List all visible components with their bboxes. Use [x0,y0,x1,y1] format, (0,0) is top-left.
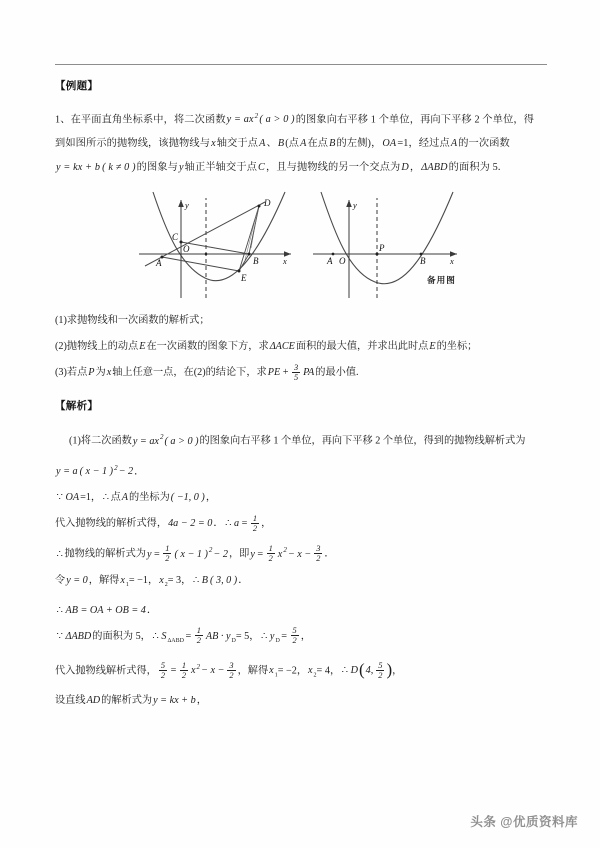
solution-line5-minus-x: − x − [287,548,312,560]
solution-line5-text-a: 抛物线的解析式为 [64,548,146,560]
solution-line8-equals: = [185,630,192,642]
problem-line1-text-b: 的图象向右平移 1 个单位，再向下平移 2 个单位，得 [295,114,535,126]
solution-line1-label: (1) [69,435,81,447]
solution-line9-fraction-1-denominator: 2 [160,670,166,680]
question-3-fraction-denominator: 5 [293,373,299,383]
problem-line1-exponent: 2 [254,112,259,120]
question-2 [55,334,547,360]
solution-line5-minus: − 2 [213,548,228,560]
solution-line9-fraction-3-numerator: 3 [229,660,234,670]
solution-line8-triangle: ΔABD [65,630,92,642]
watermark-toutiao: 头条 @优质资料库 [470,815,578,829]
solution-line9-minus-x: − x − [201,665,225,677]
solution-line-8 [55,624,547,654]
solution-line5-var-y: y [146,548,152,560]
figure-left-point-d-dot [258,205,261,208]
problem-line3-var-y: y [179,162,184,174]
solution-line3-because: ∵ [56,492,63,504]
question-3-fraction [292,363,300,382]
figure-left-label-c: C [172,232,179,243]
question-3-text-d: 的最小值. [315,367,359,379]
problem-line3-text-b: 轴正半轴交于点 [184,162,258,174]
solution-line8-fraction-1 [195,626,203,645]
figure-group [55,186,547,304]
solution-line9-x1-sub: 1 [274,672,278,679]
solution-line10-text-a: 设直线 [55,695,86,707]
solution-line8-therefore-2: ∴ [260,630,268,642]
figure-right-label-b: B [420,256,426,267]
solution-line10-segment-ad: AD [86,695,101,707]
solution-line2-exponent: 2 [114,463,118,472]
solution-line2-eq-a: y = a [56,466,78,478]
solution-line5-var-x: x [277,548,283,560]
solution-line6-x2-value: = 3 [167,574,182,586]
solution-line4-therefore: ∴ [225,518,232,530]
solution-line3-end: ， [205,492,216,504]
solution-line6-therefore: ∴ [192,574,200,586]
problem-line2-sep: 、 [266,138,277,150]
solution-line9-fraction-3-denominator: 2 [229,670,234,680]
solution-line-7 [55,598,547,624]
solution-line8-value: = 5 [235,630,250,642]
figure-right [307,186,469,303]
solution-line7-equation: AB = OA + OB = 4 [65,604,146,616]
solution-line5-fraction-3 [314,544,322,563]
problem-line2-point-a3: A [450,138,458,150]
figure-left-label-e: E [241,273,247,284]
problem-line-3 [55,156,547,180]
solution-line9-point-d: D [350,665,358,677]
question-3 [55,360,547,386]
solution-line8-fraction-1-numerator: 1 [196,626,201,636]
solution-line2-eq-paren: ( x − 1 ) [79,466,114,478]
solution-line4-equation: 4a − 2 = 0 [168,518,213,530]
problem-line3-text-c: ，且与抛物线的另一个交点为 [266,162,401,174]
solution-line5-paren: ( x − 1 ) [174,548,208,560]
solution-line-6 [55,568,547,598]
solution-line2-eq-b: − 2 [118,466,134,478]
solution-line8-area-subscript: ΔABD [167,637,184,644]
solution-line5-fraction-3-numerator: 3 [316,544,321,554]
solution-line9-x2-value: = 4 [316,665,330,677]
solution-line5-fraction-1-numerator: 1 [165,544,170,554]
solution-line9-x2: x [308,665,313,677]
problem-line2-var-x: x [211,138,216,150]
solution-line-5 [55,537,547,567]
figure-right-point-a-dot [332,253,335,256]
problem-statement [55,104,547,180]
solution-line8-equals-2: = [281,630,288,642]
solution-line8-var-y: y [269,630,275,642]
question-3-text-c: 轴上任意一点，在(2)的结论下，求 [112,367,267,379]
solution-line9-comma-2: ， [329,665,341,677]
solution-line4-fraction [251,514,259,533]
solution-line3-text-a: 点 [110,492,121,504]
problem-line2-point-b: B [277,138,285,150]
solution-line5-end: ． [324,548,335,560]
question-3-var-p: P [88,367,95,379]
solution-line8-var-y-subscript: D [275,637,280,644]
problem-line1-condition: ( a > 0 ) [259,114,295,126]
solution-line9-paren-open: ( [358,660,365,680]
solution-line9-x2-sub: 2 [313,672,317,679]
solution-line6-x2: x [159,574,164,586]
solution-line5-fraction-2-numerator: 1 [268,544,273,554]
figure-right-axis-x-label: x [450,256,454,267]
solution-line8-fraction-1-denominator: 2 [196,636,201,646]
solution-line-1 [55,424,547,454]
figure-left-label-d: D [264,198,271,209]
solution-line5-x-exponent: 2 [283,546,287,555]
problem-line3-condition: ( k ≠ 0 ) [102,162,136,174]
solution-line4-fraction-numerator: 1 [252,513,258,523]
solution-line3-eq: =1 [80,492,91,504]
solution-line5-fraction-2-denominator: 2 [268,554,273,564]
solution-line8-comma: ， [249,630,260,642]
solution-line7-therefore: ∴ [56,604,63,616]
figure-right-axis-y-label: y [353,200,357,211]
solution-line4-var-a: a [234,518,240,530]
solution-line6-comma-1: ， [148,574,159,586]
question-3-plus: + [282,367,289,379]
question-2-text-d: 的坐标； [436,341,478,353]
solution-line9-text-b: ，解得 [237,665,269,677]
solution-line9-x1: x [269,665,274,677]
solution-line9-x-exponent: 2 [196,662,201,671]
problem-line2-text-e: 在点 [307,138,329,150]
figure-right-label-a: A [327,256,333,267]
solution-line-9 [55,654,547,688]
solution-line9-fraction-1-numerator: 5 [160,660,166,670]
solution-line9-fraction-2 [180,661,188,680]
solution-line9-text-a: 代入抛物线解析式得， [55,665,157,677]
solution-line8-text-a: 的面积为 5， [92,630,151,642]
solution-line4-text-a: 代入抛物线的解析式得， [55,518,168,530]
solution-line6-x1: x [120,574,125,586]
solution-line9-fraction-4 [376,661,384,680]
solution-line5-therefore: ∴ [56,548,63,560]
solution-line-10 [55,688,547,714]
solution-line8-fraction-2-denominator: 2 [292,636,297,646]
solution-line9-d-x: 4, [365,665,374,677]
solution-line6-b-coordinate: ( 3, 0 ) [210,574,238,586]
question-1-label: (1) [55,315,67,327]
solution-line1-text-b: 的图象向右平移 1 个单位，再向下平移 2 个单位，得到的抛物线解析式为 [199,435,526,447]
question-2-triangle: ΔACE [269,341,295,353]
problem-line3-equation: y = kx + b [56,162,101,174]
solution-line-4 [55,511,547,537]
solution-line6-end: ． [238,574,249,586]
solution-line8-fraction-2-numerator: 5 [292,626,297,636]
solution-line4-end: ， [261,518,272,530]
solution-line-2 [55,455,547,485]
problem-line2-text-g: =1，经过点 [397,138,450,150]
solution-line1-text-a: 将二次函数 [80,435,132,447]
figure-left-point-b-dot [248,253,251,256]
solution-line2-end: ． [134,466,145,478]
figure-left [133,186,305,303]
problem-line3-point-d: D [401,162,409,174]
solution-line8-area-symbol: S [161,630,167,642]
question-3-text-a: 若点 [66,367,88,379]
question-2-text-a: 抛物线上的动点 [66,341,139,353]
figure-right-label-o: O [339,256,346,267]
solution-line-3 [55,485,547,511]
solution-line5-fraction-2 [267,544,275,563]
solution-line5-exponent: 2 [208,546,213,555]
solution-line4-equals: = [241,518,248,530]
solution-line8-therefore: ∴ [152,630,159,642]
solution-line6-x1-value: = −1 [128,574,149,586]
question-3-fraction-numerator: 3 [293,362,299,372]
solution-line5-text-b: ，即 [228,548,250,560]
problem-line2-text-h: 的一次函数 [458,138,510,150]
solution-line9-therefore: ∴ [341,665,349,677]
solution-line9-end: ， [392,665,403,677]
solution-line8-fraction-2 [291,626,299,645]
solution-line5-var-y2: y [250,548,255,560]
solution-line3-coordinate: ( −1, 0 ) [170,492,205,504]
solution-line3-comma: ， [90,492,102,504]
figure-left-label-b: B [253,256,259,267]
problem-line2-text-f: 的左侧)， [336,138,382,150]
figure-left-axis-x-label: x [283,256,287,267]
solution-line4-fraction-denominator: 2 [252,523,258,533]
problem-line3-text-e: 的面积为 5. [448,162,501,174]
question-1 [55,308,547,334]
solution-line3-oa: OA [65,492,80,504]
solution-line1-condition: ( a > 0 ) [164,435,199,447]
problem-line1-text-a: 在平面直角坐标系中，将二次函数 [70,114,226,126]
problem-line1-equation: y = ax [226,114,254,126]
figure-right-label-p: P [379,243,385,254]
solution-line6-comma-2: ， [181,574,192,586]
solution-line8-because: ∵ [56,630,63,642]
solution-line1-exponent: 2 [159,433,164,442]
solution-line9-fraction-4-denominator: 2 [378,670,383,680]
question-2-var-e2: E [429,341,436,353]
solution-line7-end: ． [146,604,158,616]
solution-line6-point-b: B [201,574,209,586]
figure-left-label-o: O [183,244,190,255]
solution-line3-point-a: A [121,492,129,504]
question-3-label: (3) [55,367,67,379]
solution-line9-equals: = [170,665,177,677]
problem-line3-text-a: 的图象与 [136,162,178,174]
solution-line5-fraction-1 [163,544,171,563]
solution-line5-fraction-3-denominator: 2 [316,554,321,564]
solution-line8-expression: AB · y [205,630,231,642]
solution-line5-equals-2: = [257,548,264,560]
solution-line5-equals: = [154,548,160,560]
question-2-text-c: 面积的最大值，并求出此时点 [295,341,429,353]
solution-line5-fraction-1-denominator: 2 [165,554,170,564]
question-3-expr-pa: PA [303,367,315,379]
solution-line8-y-subscript: D [231,637,236,644]
figure-left-label-a: A [156,258,162,269]
document-content [55,64,547,714]
problem-number: 1、 [55,114,71,126]
solution-line10-equation: y = kx + b [153,695,196,707]
problem-line2-point-a: A [259,138,266,150]
solution-line8-end: ， [300,630,311,642]
solution-line6-y-zero: y = 0 [66,574,88,586]
analysis-heading: 【解析】 [55,400,99,413]
solution-line9-var-x: x [191,665,196,677]
solution-line9-paren-close: ) [386,660,393,680]
solution-line6-text-a: 令 [55,574,66,586]
problem-line2-text-a: 到如图所示的抛物线，该抛物线与 [55,138,211,150]
problem-line2-text-b: 轴交于点 [216,138,259,150]
solution-line9-fraction-2-numerator: 1 [181,660,186,670]
solution-line6-x2-sub: 2 [164,581,168,588]
solution-line9-x1-value: = −2 [277,665,297,677]
solution-line1-equation: y = ax [132,435,159,447]
question-2-label: (2) [55,341,67,353]
solution-line10-text-b: 的解析式为 [101,695,153,707]
question-3-var-x: x [106,367,112,379]
question-3-text-b: 为 [95,367,106,379]
problem-line3-point-c: C [258,162,265,174]
problem-line-2 [55,132,547,156]
problem-line2-text-d: (点 [285,138,300,150]
figure-right-caption: 备用图 [427,275,456,286]
solution-line10-end: ， [196,695,207,707]
solution-line9-fraction-4-numerator: 5 [378,660,383,670]
solution-line6-x1-sub: 1 [125,581,129,588]
question-1-text: 求抛物线和一次函数的解析式； [66,315,210,327]
solution-line3-therefore: ∴ [102,492,110,504]
problem-line3-triangle: ΔABD [421,162,448,174]
problem-line3-comma: ， [409,162,421,174]
solution-line9-fraction-2-denominator: 2 [181,670,186,680]
solution-line4-text-b: ． [213,518,224,530]
solution-line9-fraction-3 [227,661,235,680]
example-heading: 【例题】 [55,80,99,92]
question-2-var-e1: E [139,341,146,353]
question-2-text-b: 在一次函数的图象下方，求 [146,341,269,353]
solution-line3-text-b: 的坐标为 [129,492,170,504]
solution-line9-fraction-1 [159,661,167,680]
figure-left-axis-y-label: y [185,200,189,211]
question-list [55,308,547,386]
question-3-expr-pe: PE [267,367,281,379]
solution-line6-text-b: ，解得 [88,574,120,586]
solution-body [55,424,547,714]
header-divider [55,64,547,65]
problem-line2-point-a2: A [300,138,307,150]
problem-line-1 [55,104,547,132]
problem-line2-point-b2: B [329,138,336,150]
figure-right-point-b-dot [420,253,423,256]
problem-line2-oa: OA [382,138,397,150]
solution-line9-comma-1: ， [296,665,308,677]
